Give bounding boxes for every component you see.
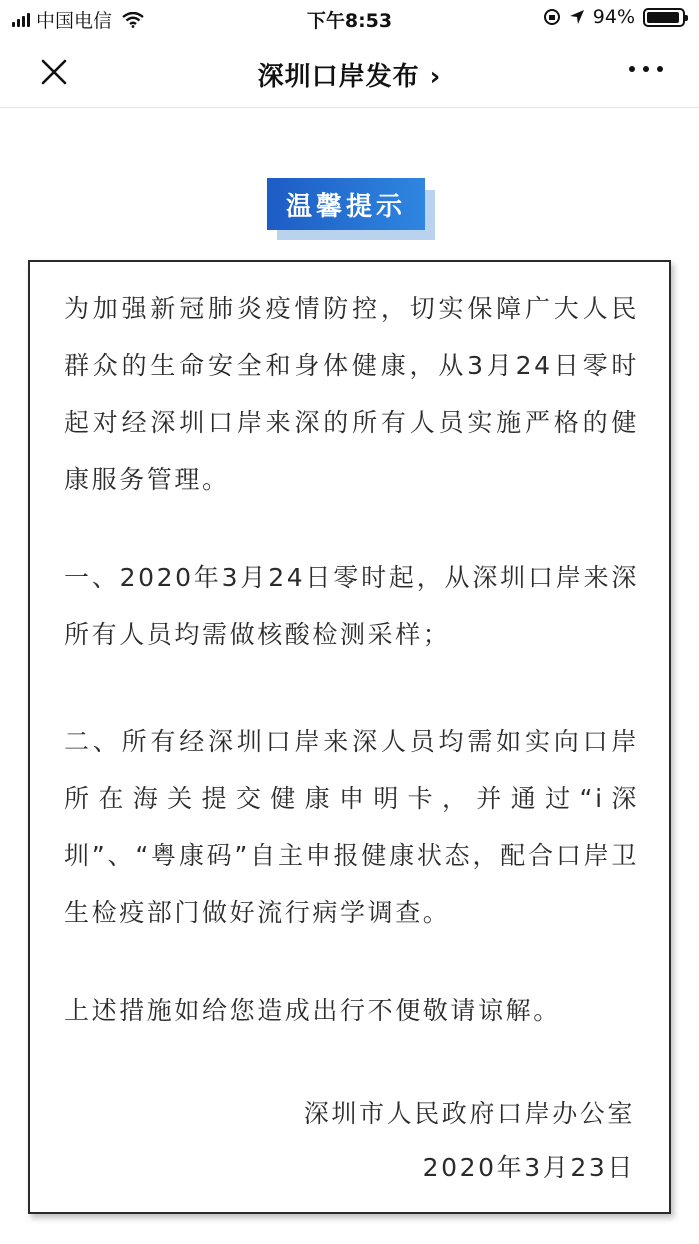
page-title[interactable] [0,56,699,93]
signature-org: 深圳市人民政府口岸办公室 [303,1099,635,1128]
notice-paragraph: 二、所有经深圳口岸来深人员均需如实向口岸所在海关提交健康申明卡，并通过“i深圳”、“粤康码”自主申报健康状态，配合口岸卫生检疫部门做好流行病学调查。 [64,727,639,927]
chevron-right-icon: › [429,62,442,92]
badge-label: 温馨提示 [267,178,425,230]
page-title-text: 深圳口岸发布 [257,62,420,92]
battery-icon [643,8,685,27]
notice-paragraph: 上述措施如给您造成出行不便敬请谅解。 [64,996,561,1025]
notice-box [28,260,671,1214]
battery-fill [647,12,679,23]
carrier-label: 中国电信 [36,10,113,32]
rotation-lock-icon [543,8,561,26]
status-bar [0,0,699,36]
more-icon[interactable] [629,66,663,72]
status-right [543,6,685,28]
location-icon [569,9,585,25]
status-time: 下午8:53 [306,10,393,32]
notice-paragraph: 为加强新冠肺炎疫情防控，切实保障广大人民群众的生命安全和身体健康，从3月24日零时起对经深圳口岸来深的所有人员实施严格的健康服务管理。 [64,294,639,494]
tip-badge [267,178,437,242]
nav-bar [0,36,699,108]
signature-date: 2020年3月23日 [422,1153,635,1182]
notice-paragraph: 一、2020年3月24日零时起，从深圳口岸来深所有人员均需做核酸检测采样； [64,563,639,649]
battery-percent: 94% [592,6,635,28]
